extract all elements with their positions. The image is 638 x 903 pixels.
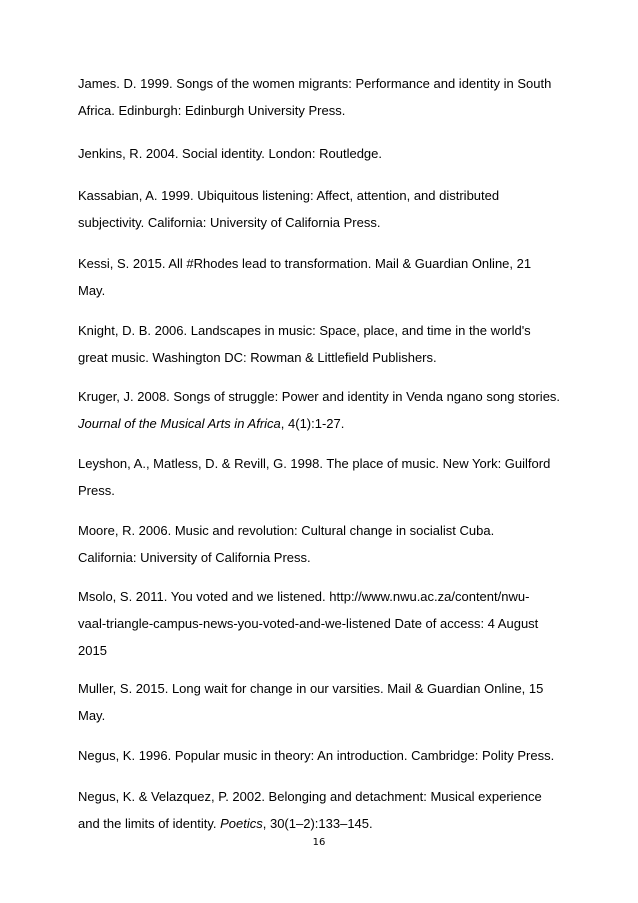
reference-line: Press. xyxy=(78,483,115,498)
reference-line xyxy=(78,810,563,837)
reference-entry xyxy=(78,742,563,769)
reference-entry xyxy=(78,675,563,729)
reference-line: vaal-triangle-campus-news-you-voted-and-we-listened Date of access: 4 August xyxy=(78,616,539,631)
citation-details: , 30(1–2):133–145. xyxy=(262,816,373,831)
reference-line: Moore, R. 2006. Music and revolution: Cultural change in socialist Cuba. xyxy=(78,523,495,538)
reference-line: Negus, K. 1996. Popular music in theory: An introduction. Cambridge: Polity Press. xyxy=(78,748,555,763)
reference-entry xyxy=(78,583,563,664)
reference-entry xyxy=(78,450,563,504)
reference-entry xyxy=(78,140,563,167)
reference-line: Msolo, S. 2011. You voted and we listened. http://www.nwu.ac.za/content/nwu- xyxy=(78,589,530,604)
reference-line: subjectivity. California: University of California Press. xyxy=(78,215,381,230)
reference-entry xyxy=(78,70,563,124)
reference-line: May. xyxy=(78,283,106,298)
reference-entry xyxy=(78,317,563,371)
reference-line: Knight, D. B. 2006. Landscapes in music: Space, place, and time in the world's xyxy=(78,323,531,338)
reference-entry xyxy=(78,783,563,837)
reference-line: Kruger, J. 2008. Songs of struggle: Power and identity in Venda ngano song stories. xyxy=(78,389,561,404)
page-number: 16 xyxy=(312,837,326,848)
journal-title: Journal of the Musical Arts in Africa xyxy=(78,416,281,431)
citation-lead: and the limits of identity. xyxy=(78,816,221,831)
reference-entry xyxy=(78,182,563,236)
reference-line: 2015 xyxy=(78,643,107,658)
reference-line: Leyshon, A., Matless, D. & Revill, G. 1998. The place of music. New York: Guilford xyxy=(78,456,551,471)
reference-line: James. D. 1999. Songs of the women migrants: Performance and identity in South xyxy=(78,76,552,91)
reference-line: great music. Washington DC: Rowman & Littlefield Publishers. xyxy=(78,350,437,365)
reference-line: May. xyxy=(78,708,106,723)
reference-line xyxy=(78,410,563,437)
citation-details: , 4(1):1-27. xyxy=(280,416,345,431)
reference-line: Jenkins, R. 2004. Social identity. London: Routledge. xyxy=(78,146,383,161)
reference-line: Africa. Edinburgh: Edinburgh University Press. xyxy=(78,103,346,118)
reference-line: California: University of California Press. xyxy=(78,550,311,565)
reference-line: Kessi, S. 2015. All #Rhodes lead to transformation. Mail & Guardian Online, 21 xyxy=(78,256,532,271)
reference-entry xyxy=(78,383,563,437)
reference-entry xyxy=(78,517,563,571)
reference-line: Kassabian, A. 1999. Ubiquitous listening: Affect, attention, and distributed xyxy=(78,188,500,203)
reference-line: Muller, S. 2015. Long wait for change in our varsities. Mail & Guardian Online, 15 xyxy=(78,681,544,696)
journal-title: Poetics xyxy=(220,816,263,831)
reference-entry xyxy=(78,250,563,304)
reference-line: Negus, K. & Velazquez, P. 2002. Belonging and detachment: Musical experience xyxy=(78,789,542,804)
